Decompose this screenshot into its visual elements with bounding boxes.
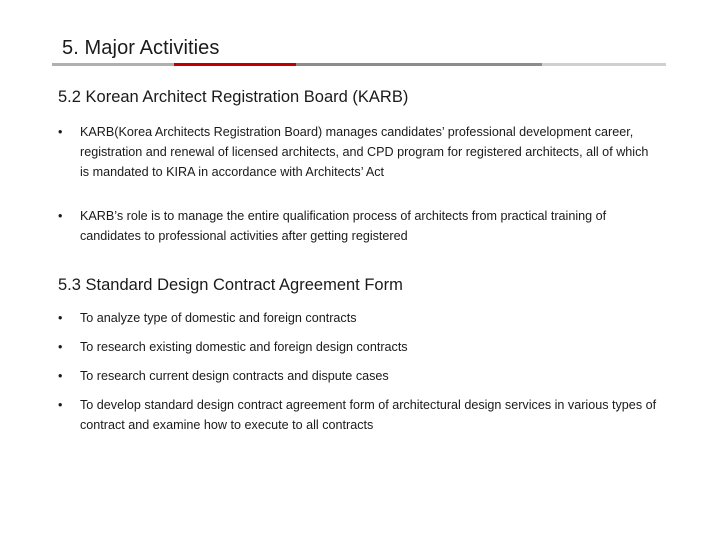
slide-title: 5. Major Activities: [62, 37, 220, 59]
list-item: [58, 395, 668, 435]
bullet-icon: •: [58, 311, 63, 325]
list-item: [58, 206, 668, 246]
bullet-text: To research existing domestic and foreign design contracts: [80, 340, 408, 354]
bullet-icon: •: [58, 369, 63, 383]
section-heading-contract-form: 5.3 Standard Design Contract Agreement Form: [58, 276, 403, 294]
bullet-icon: •: [58, 340, 63, 354]
bullet-text: To research current design contracts and dispute cases: [80, 369, 389, 383]
title-underline-segment: [542, 63, 666, 66]
bullet-icon: •: [58, 209, 63, 223]
list-item: [58, 122, 668, 182]
list-item: [58, 337, 668, 357]
section-heading-karb: 5.2 Korean Architect Registration Board (KARB): [58, 88, 409, 106]
list-item: [58, 308, 668, 328]
bullet-text: KARB(Korea Architects Registration Board) manages candidates’ professional development career, registration and renewal of licensed architects, and CPD program for registered architects, all of which is mandated to KIRA in accordance with Architects’ Act: [80, 125, 649, 179]
title-underline-segment: [52, 63, 174, 66]
bullet-icon: •: [58, 398, 63, 412]
title-underline: [52, 63, 666, 66]
list-item: [58, 366, 668, 386]
bullet-text: To analyze type of domestic and foreign contracts: [80, 311, 357, 325]
title-underline-segment: [174, 63, 296, 66]
bullet-icon: •: [58, 125, 63, 139]
bullet-text: To develop standard design contract agreement form of architectural design services in various types of contract and examine how to execute to all contracts: [80, 398, 657, 432]
bullet-text: KARB’s role is to manage the entire qualification process of architects from practical training of candidates to professional activities after getting registered: [80, 209, 607, 243]
title-underline-segment: [296, 63, 542, 66]
